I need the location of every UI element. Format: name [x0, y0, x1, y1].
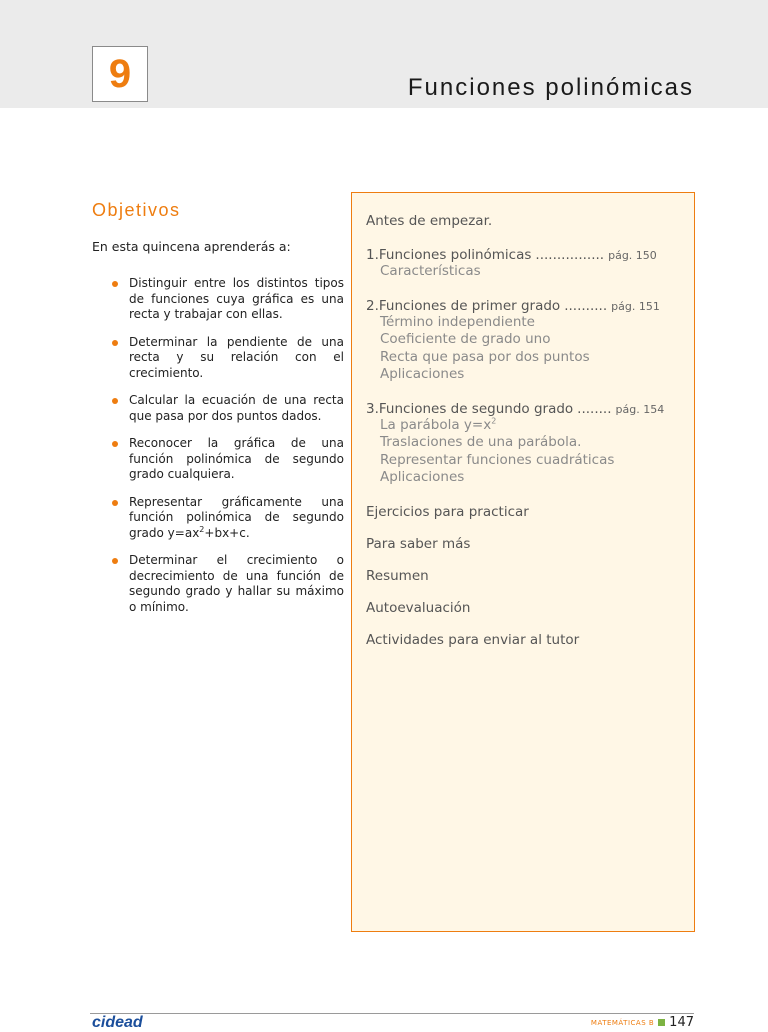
- objective-text: Calcular la ecuación de una recta que pasa por dos puntos dados.: [129, 393, 344, 423]
- toc-page: pág. 150: [608, 249, 657, 262]
- toc-extra[interactable]: Para saber más: [366, 535, 471, 552]
- chapter-title: Funciones polinómicas: [407, 74, 694, 101]
- objective-text: Reconocer la gráfica de una función polinómica de segundo grado cualquiera.: [129, 436, 344, 481]
- toc-dots: ..........: [564, 297, 608, 314]
- list-item: [112, 393, 344, 424]
- bullet-icon: [112, 281, 118, 287]
- objective-text: Distinguir entre los distintos tipos de funciones cuya gráfica es una recta y trabajar con ellas.: [129, 276, 344, 321]
- chapter-number: 9: [92, 46, 148, 102]
- list-item: [112, 495, 344, 542]
- objective-text: Determinar el crecimiento o decrecimiento de una función de segundo grado y hallar su máximo o mínimo.: [129, 553, 344, 614]
- toc-extra[interactable]: Ejercicios para practicar: [366, 503, 529, 520]
- list-item: [112, 436, 344, 483]
- objectives-intro: En esta quincena aprenderás a:: [92, 239, 291, 254]
- toc-subitem[interactable]: Representar funciones cuadráticas: [380, 451, 615, 468]
- bullet-icon: [112, 340, 118, 346]
- list-item: [112, 276, 344, 323]
- list-item: [112, 553, 344, 615]
- toc-subitem[interactable]: Características: [380, 263, 481, 279]
- objectives-heading: Objetivos: [92, 200, 181, 220]
- bullet-icon: [112, 398, 118, 404]
- toc-subitem-text: La parábola y=x: [380, 416, 492, 433]
- objective-text: Determinar la pendiente de una recta y su relación con el crecimiento.: [129, 334, 344, 380]
- exponent: 2: [491, 416, 497, 425]
- toc-section-2: [366, 298, 688, 384]
- table-of-contents: [366, 213, 688, 664]
- exponent: 2: [199, 524, 205, 534]
- bullet-icon: [112, 500, 118, 506]
- toc-dots: ........: [577, 400, 612, 417]
- toc-subitem[interactable]: Término independiente: [380, 313, 535, 330]
- footer-page-number: 147: [669, 1015, 694, 1030]
- footer-divider: [90, 1013, 694, 1014]
- footer-page-info: [591, 1015, 694, 1030]
- objective-text-tail: +bx+c.: [204, 525, 250, 540]
- toc-section-title[interactable]: 1.Funciones polinómicas: [366, 247, 532, 263]
- toc-page: pág. 154: [615, 402, 665, 416]
- bullet-icon: [112, 558, 118, 564]
- list-item: [112, 335, 344, 382]
- toc-subitem[interactable]: Traslaciones de una parábola.: [380, 434, 582, 450]
- toc-section-1: [366, 247, 688, 281]
- toc-subitem[interactable]: [366, 417, 688, 435]
- toc-subitem[interactable]: Recta que pasa por dos puntos: [380, 348, 590, 365]
- toc-section-title[interactable]: 3.Funciones de segundo grado: [366, 400, 574, 417]
- contents-box: [351, 192, 695, 932]
- toc-extra[interactable]: Autoevaluación: [366, 599, 471, 616]
- toc-dots: ................: [535, 247, 605, 263]
- toc-section-3: [366, 401, 688, 487]
- bullet-icon: [112, 441, 118, 447]
- toc-subitem[interactable]: Aplicaciones: [380, 366, 465, 382]
- toc-section-title[interactable]: 2.Funciones de primer grado: [366, 297, 561, 314]
- footer-logo: cidead: [92, 1014, 143, 1031]
- toc-extra[interactable]: Resumen: [366, 567, 429, 584]
- toc-extra[interactable]: Actividades para enviar al tutor: [366, 631, 580, 648]
- square-icon: [658, 1019, 665, 1026]
- footer-subject: MATEMÁTICAS B: [590, 1018, 655, 1027]
- toc-subitem[interactable]: Coeficiente de grado uno: [380, 331, 551, 347]
- objective-text: Representar gráficamente una función polinómica de segundo grado y=ax: [129, 494, 344, 540]
- toc-subitem[interactable]: Aplicaciones: [380, 469, 465, 485]
- objectives-list: [112, 276, 344, 627]
- toc-page: pág. 151: [611, 299, 660, 313]
- toc-before[interactable]: Antes de empezar.: [366, 213, 493, 229]
